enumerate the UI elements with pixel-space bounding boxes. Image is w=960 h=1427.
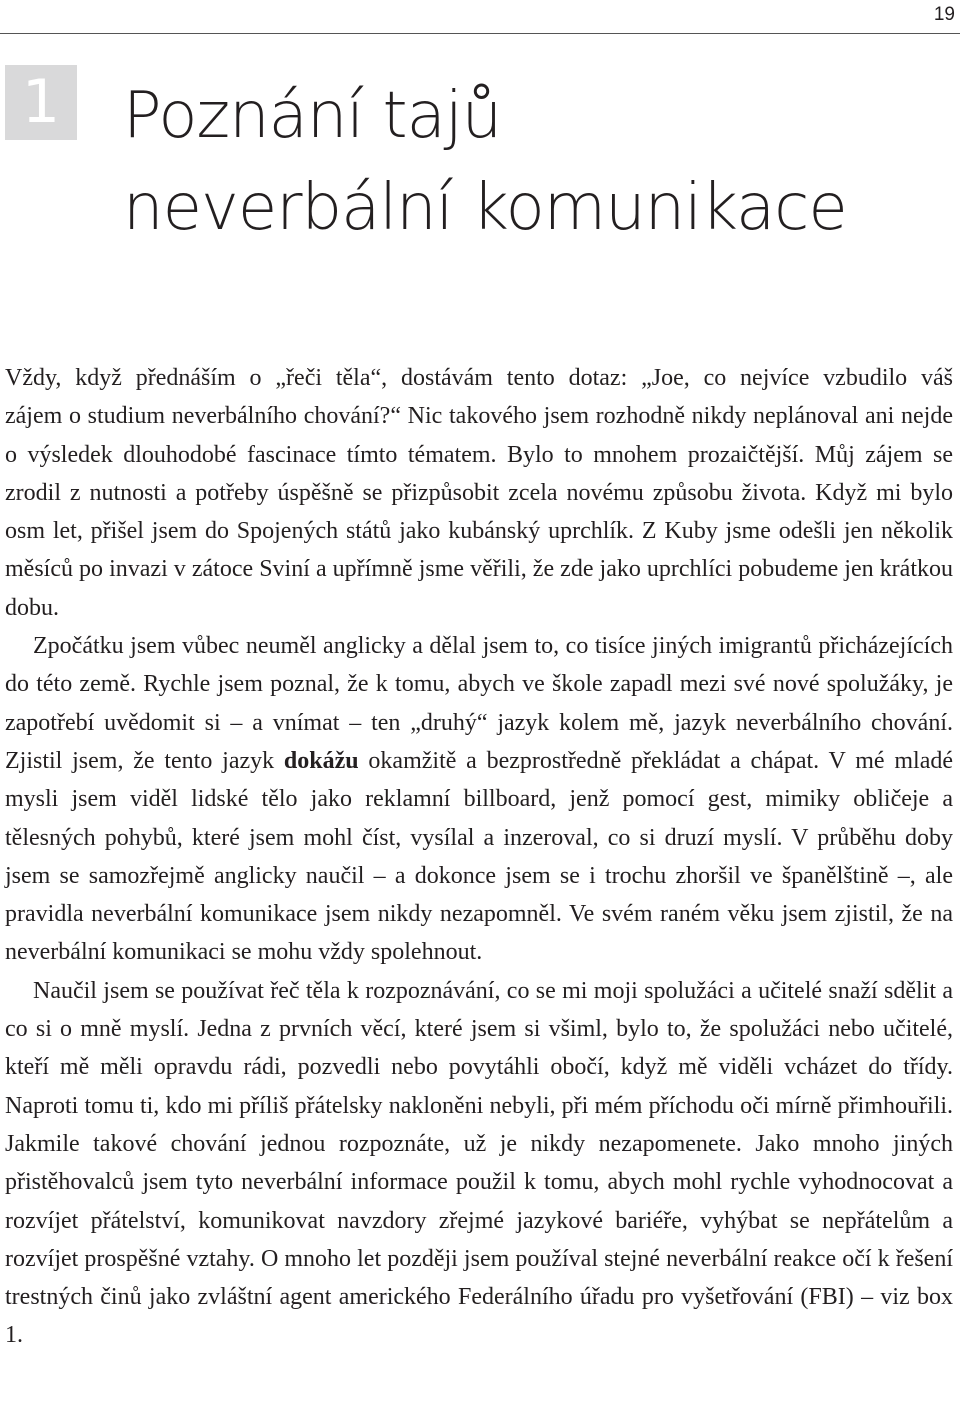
- chapter-title-line-1: Poznání tajů: [123, 79, 502, 153]
- paragraph-1-first-line: Vždy, když přednáším o „řeči těla“, dostávám tento dotaz: „Joe, co nejvíce vzbudilo váš: [5, 365, 953, 391]
- paragraph-2: [5, 627, 953, 972]
- paragraph-2-text-a: Zpočátku jsem vůbec neuměl anglicky a dělal jsem to, co tisíce jiných imigrantů přicházejících do této země. Rychle jsem poznal, že k tomu, abych ve škole zapadl mezi své nové spolužáky, je zapotřebí uvědomit si – a vnímat – ten „druhý“ jazyk kolem mě, jazyk neverbálního chování. Zjistil jsem, že tento jazyk: [5, 633, 953, 774]
- chapter-title: [123, 70, 953, 254]
- paragraph-3: Naučil jsem se používat řeč těla k rozpoznávání, co se mi moji spolužáci a učitelé snaží sdělit a co si o mně myslí. Jedna z prvních věcí, které jsem si všiml, bylo to, že spolužáci nebo učitelé, kteří mě měli opravdu rádi, pozvedli nebo povytáhli obočí, když mě viděli vcházet do třídy. Naproti tomu ti, kdo mi příliš přátelsky nakloněni nebyli, při mém příchodu oči mírně přimhouřili. Jakmile takové chování jednou rozpoznáte, už je nikdy nezapomenete. Jako mnoho jiných přistěhovalců jsem tyto neverbální informace použil k tomu, abych mohl rychle vyhodnocovat a rozvíjet přátelství, komunikovat navzdory zřejmé jazykové bariéře, vyhýbat se nepřátelům a rozvíjet prospěšné vztahy. O mnoho let později jsem používal stejné neverbální reakce očí k řešení trestných činů jako zvláštní agent amerického Federálního úřadu pro vyšetřování (FBI) – viz box 1.: [5, 977, 953, 1349]
- chapter-number-box: [5, 65, 77, 140]
- page-number: 19: [933, 4, 955, 25]
- chapter-title-line-2: neverbální komunikace: [123, 171, 847, 245]
- chapter-number: 1: [21, 67, 61, 137]
- paragraph-2-text-b: okamžitě a bezprostředně překládat a chápat. V mé mladé mysli jsem viděl lidské tělo jako reklamní billboard, jenž pomocí gest, mimiky obličeje a tělesných pohybů, které jsem mohl číst, vysílal a inzeroval, co si druzí myslí. V průběhu doby jsem se samozřejmě anglicky naučil – a dokonce jsem se i trochu zhoršil ve španělštině –, ale pravidla neverbální komunikace jsem nikdy nezapomněl. Ve svém raném věku jsem zjistil, že na neverbální komunikaci se mohu vždy spolehnout.: [5, 747, 953, 966]
- header-rule: [0, 33, 960, 34]
- paragraph-2-emphasis: dokážu: [283, 747, 359, 774]
- paragraph-1: zájem o studium neverbálního chování?“ Nic takového jsem rozhodně nikdy neplánoval ani nejde o výsledek dlouhodobé fascinace tímto tématem. Bylo to mnohem prozaičtější. Můj zájem se zrodil z nutnosti a potřeby úspěšně se přizpůsobit zcela novému způsobu života. Když mi bylo osm let, přišel jsem do Spojených států jako kubánský uprchlík. Z Kuby jsme odešli jen několik měsíců po invazi v zátoce Sviní a upřímně jsme věřili, že zde jako uprchlíci pobudeme jen krátkou dobu.: [5, 403, 953, 621]
- body-text: [5, 359, 953, 1355]
